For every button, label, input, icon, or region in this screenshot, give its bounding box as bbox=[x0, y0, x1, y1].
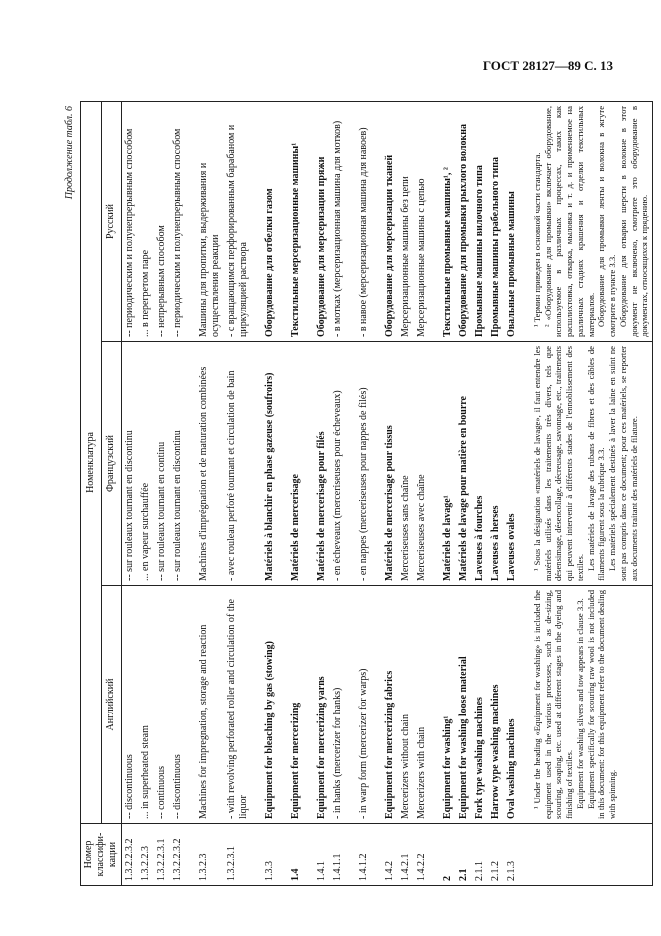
row-russian: Мерсеризационные машины без цепи bbox=[398, 101, 414, 341]
table-row bbox=[472, 101, 488, 885]
row-russian: Текстильные мерсеризационные машины¹ bbox=[288, 101, 304, 341]
row-code: 1.3.2.2.3.1 bbox=[154, 824, 170, 886]
row-russian: ... в перегретом паре bbox=[138, 101, 154, 341]
page-header: ГОСТ 28127—89 С. 13 bbox=[482, 58, 613, 73]
row-code: 1.3.2.2.3.2 bbox=[170, 824, 186, 886]
table-row bbox=[488, 101, 504, 885]
row-code: 1.4.1.1 bbox=[330, 824, 346, 886]
footnotes-russian: ¹ Термин приведен в основной части стандарта. ² «Оборудование для промывки» включает оборудование, используемое в различных процессах, таких как расшлихтовка, отварка, мыловка и т. д. и применяемое на различных стадиях крашения и отделки текстильных материалов. Оборудование для промывки ленты и волокна в жгуте смотрите в пункте 3.3. Оборудование для отварки шерсти в волокне в этот документ не включено, смотрите это оборудование в документах, относящихся к прядению. bbox=[530, 101, 653, 341]
row-russian: -- периодическим и полунепрерывным способом bbox=[122, 101, 139, 341]
row-russian: Мерсеризационные машины с цепью bbox=[414, 101, 430, 341]
row-russian: Оборудование для мерсеризации пряжи bbox=[314, 101, 330, 341]
row-code: 2.1.2 bbox=[488, 824, 504, 886]
row-english: - in hanks (mercerizer for hanks) bbox=[330, 586, 346, 824]
column-header-french: Французский bbox=[101, 342, 122, 586]
row-french: Merceriseuses avec chaîne bbox=[414, 342, 430, 586]
row-english: Equipment for mercerizing yarns bbox=[314, 586, 330, 824]
table-row bbox=[154, 101, 170, 885]
row-code: 1.4.1 bbox=[314, 824, 330, 886]
row-english: Oval washing machines bbox=[504, 586, 520, 824]
row-code: 1.3.2.3.1 bbox=[224, 824, 252, 886]
row-russian: Овальные промывные машины bbox=[504, 101, 520, 341]
row-french: -- sur rouleaux tournant en discontinu bbox=[122, 342, 139, 586]
row-russian: Оборудование для отбелки газом bbox=[262, 101, 278, 341]
row-english: Equipment for mercerizing bbox=[288, 586, 304, 824]
row-english: Equipment for washing¹ bbox=[440, 586, 456, 824]
row-french: Laveuses ovales bbox=[504, 342, 520, 586]
row-french: - en écheveaux (merceriseuses pour écheveaux) bbox=[330, 342, 346, 586]
table-row bbox=[314, 101, 330, 885]
row-russian: -- непрерывным способом bbox=[154, 101, 170, 341]
column-header-english: Английский bbox=[101, 586, 122, 824]
table-row bbox=[138, 101, 154, 885]
table-row bbox=[122, 101, 139, 885]
table-continuation-label: Продолжение табл. 6 bbox=[64, 106, 75, 200]
row-code: 1.3.2.2.3.2 bbox=[122, 824, 139, 886]
table-row bbox=[414, 101, 430, 885]
row-french: Matériels de lavage pour matière en bourre bbox=[456, 342, 472, 586]
row-english: ... in superheated steam bbox=[138, 586, 154, 824]
row-code: 1.4.2.2 bbox=[414, 824, 430, 886]
row-russian: Оборудование для промывки рыхлого волокна bbox=[456, 101, 472, 341]
row-english: Mercerizers without chain bbox=[398, 586, 414, 824]
row-english: Fork type washing machines bbox=[472, 586, 488, 824]
row-french: - en nappes (merceriseuses pour nappes de filés) bbox=[356, 342, 372, 586]
row-french: Matériels de mercerisage bbox=[288, 342, 304, 586]
rotated-content bbox=[62, 102, 650, 886]
row-code: 2.1 bbox=[456, 824, 472, 886]
row-english: Equipment for mercerizing fabrics bbox=[382, 586, 398, 824]
row-code: 2.1.3 bbox=[504, 824, 520, 886]
rotated-table-area bbox=[62, 102, 650, 886]
row-code: 2 bbox=[440, 824, 456, 886]
row-french: Matériels de mercerisage pour filés bbox=[314, 342, 330, 586]
row-french: Machines d'imprégnation et de maturation combinées bbox=[196, 342, 224, 586]
row-french: Matériels à blanchir en phase gazeuse (soufroirs) bbox=[262, 342, 278, 586]
row-french: Matériels de lavage¹ bbox=[440, 342, 456, 586]
row-english: - with revolving perforated roller and circulation of the liquor bbox=[224, 586, 252, 824]
column-header-nomenclature: Номенклатура bbox=[81, 101, 102, 823]
row-french: Merceriseuses sans chaîne bbox=[398, 342, 414, 586]
nomenclature-table bbox=[80, 101, 653, 886]
row-code: 1.4 bbox=[288, 824, 304, 886]
table-row bbox=[382, 101, 398, 885]
row-code: 1.4.2.1 bbox=[398, 824, 414, 886]
row-russian: Промывные машины вилочного типа bbox=[472, 101, 488, 341]
row-english: Equipment for bleaching by gas (stowing) bbox=[262, 586, 278, 824]
row-russian: Текстильные промывные машины¹, ² bbox=[440, 101, 456, 341]
row-french: -- sur rouleaux tournant en continu bbox=[154, 342, 170, 586]
row-english: -- continuous bbox=[154, 586, 170, 824]
column-header-russian: Русский bbox=[101, 101, 122, 341]
table-row bbox=[262, 101, 278, 885]
row-russian: -- периодическим и полунепрерывным способом bbox=[170, 101, 186, 341]
row-french: Matériels de mercerisage pour tissus bbox=[382, 342, 398, 586]
row-english: Equipment for washing loose material bbox=[456, 586, 472, 824]
row-english: Machines for impregnation, storage and reaction bbox=[196, 586, 224, 824]
row-code: 1.4.1.2 bbox=[356, 824, 372, 886]
row-code: 1.4.2 bbox=[382, 824, 398, 886]
row-russian: Промывные машины грабельного типа bbox=[488, 101, 504, 341]
footnotes-french: ¹ Sous la désignation «matériels de lavage», il faut entendre les matériels utilisés dans les traitements très divers, tels que désensimage, désencollage, décreusage, savonnage, etc., traitements qui peuvent intervenir à différents stades de l'ennoblissement des textiles. Les matériels de lavage des rubans de fibres et des câbles de filaments figurent sous la rubrique 3.3. Les matériels spécialement destinés à laver la laine en suint ne sont pas compris dans ce document; pour ces matériels, se reporter aux documents traitant des matériels de filature. bbox=[530, 342, 653, 586]
row-code: 1.3.3 bbox=[262, 824, 278, 886]
row-english: Mercerizers with chain bbox=[414, 586, 430, 824]
row-code: 1.3.2.3 bbox=[196, 824, 224, 886]
table-row bbox=[170, 101, 186, 885]
row-code: 1.3.2.2.3 bbox=[138, 824, 154, 886]
row-french: Laveuses à herses bbox=[488, 342, 504, 586]
row-code: 2.1.1 bbox=[472, 824, 488, 886]
row-french: - avec rouleau perforé tournant et circulation de bain bbox=[224, 342, 252, 586]
table-row bbox=[440, 101, 456, 885]
row-russian: - с вращающимся перфорированным барабаном и циркуляцией раствора bbox=[224, 101, 252, 341]
row-french: -- sur rouleaux tournant en discontinu bbox=[170, 342, 186, 586]
table-row bbox=[288, 101, 304, 885]
row-russian: Оборудование для мерсеризации тканей bbox=[382, 101, 398, 341]
table-row bbox=[504, 101, 520, 885]
row-russian: - в навое (мерсеризационная машина для навоев) bbox=[356, 101, 372, 341]
table-row bbox=[398, 101, 414, 885]
table-row bbox=[224, 101, 252, 885]
row-english: - in warp form (mercerizer for warps) bbox=[356, 586, 372, 824]
table-row bbox=[456, 101, 472, 885]
table-row bbox=[330, 101, 346, 885]
row-french: ... en vapeur surchauffée bbox=[138, 342, 154, 586]
column-header-code: Номер классифи-кации bbox=[81, 824, 122, 886]
row-russian: - в мотках (мерсеризационная машина для мотков) bbox=[330, 101, 346, 341]
footnotes-row bbox=[530, 101, 653, 885]
table-row bbox=[196, 101, 224, 885]
row-russian: Машины для пропитки, выдерживания и осуществления реакции bbox=[196, 101, 224, 341]
row-french: Laveuses à fourches bbox=[472, 342, 488, 586]
row-english: Harrow type washing machines bbox=[488, 586, 504, 824]
row-english: -- discontinuous bbox=[122, 586, 139, 824]
footnotes-english: ¹ Under the heading «Equipment for washing» is included the equipment used in the various processes, such as de-sizing, scouring, soaping, etc. used at different stages in the dyeing and finishing of textiles. Equipment for washing slivers and tow appears in clause 3.3. Equipment specifically for scouring raw wool is not included in this document: for this equipment refer to the document dealing with spinning. bbox=[530, 586, 653, 824]
table-row bbox=[356, 101, 372, 885]
row-english: -- discontinuous bbox=[170, 586, 186, 824]
